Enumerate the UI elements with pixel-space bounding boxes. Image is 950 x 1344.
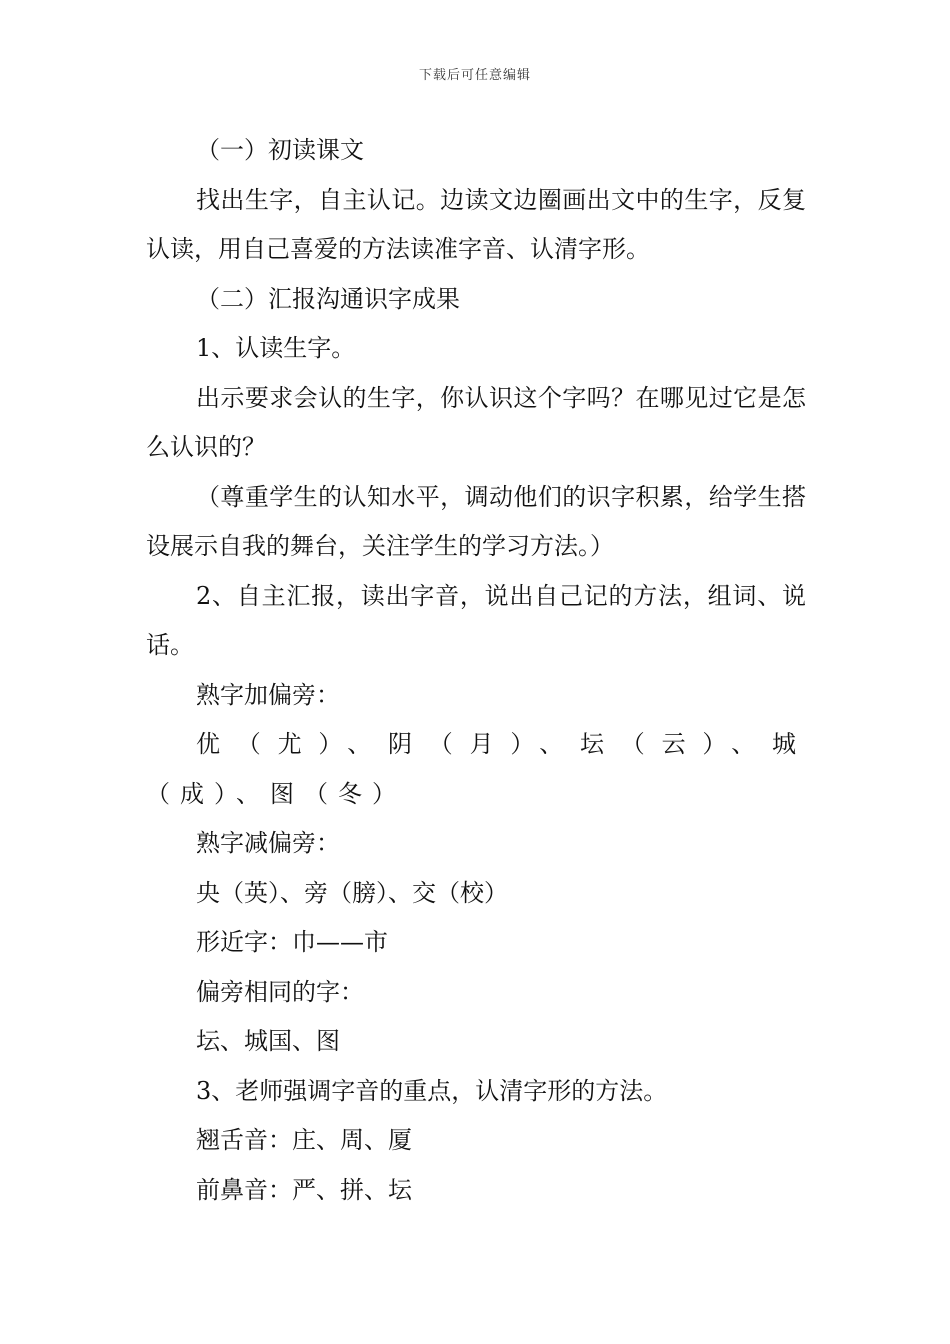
paragraph-find-new-characters: 找出生字，自主认记。边读文边圈画出文中的生字，反复认读，用自己喜爱的方法读准字音、认清字形。 — [146, 185, 806, 263]
list-item-self-report: 2、自主汇报，读出字音，说出自己记的方法，组词、说话。 — [146, 581, 806, 659]
paragraph-retroflex: 翘舌音：庄、周、厦 — [196, 1126, 412, 1154]
list-same-radical-examples: 坛、城国、图 — [196, 1027, 340, 1055]
paragraph-respect-students: （尊重学生的认知水平，调动他们的识字积累，给学生搭设展示自我的舞台，关注学生的学习方法。） — [146, 482, 806, 560]
list-remove-radical-examples: 央（英）、旁（膀）、交（校） — [196, 878, 508, 907]
document-body — [146, 126, 806, 1215]
paragraph-similar-shape: 形近字：巾——市 — [196, 928, 388, 956]
label-same-radical: 偏旁相同的字： — [196, 977, 364, 1006]
section-heading-first-reading: （一）初读课文 — [196, 136, 364, 164]
list-add-radical-examples: 优（尤）、阴（月）、坛（云）、城（成）、图（冬） — [146, 730, 806, 808]
paragraph-show-characters: 出示要求会认的生字，你认识这个字吗？在哪见过它是怎么认识的？ — [146, 383, 806, 461]
list-item-teacher-emphasis: 3、老师强调字音的重点，认清字形的方法。 — [196, 1076, 668, 1105]
page-header-note: 下载后可任意编辑 — [418, 68, 531, 83]
label-remove-radical: 熟字减偏旁： — [196, 829, 340, 857]
label-add-radical: 熟字加偏旁： — [196, 680, 340, 709]
list-item-read-characters: 1、认读生字。 — [196, 334, 356, 362]
section-heading-report-results: （二）汇报沟通识字成果 — [196, 284, 460, 313]
paragraph-front-nasal: 前鼻音：严、拼、坛 — [196, 1175, 412, 1204]
